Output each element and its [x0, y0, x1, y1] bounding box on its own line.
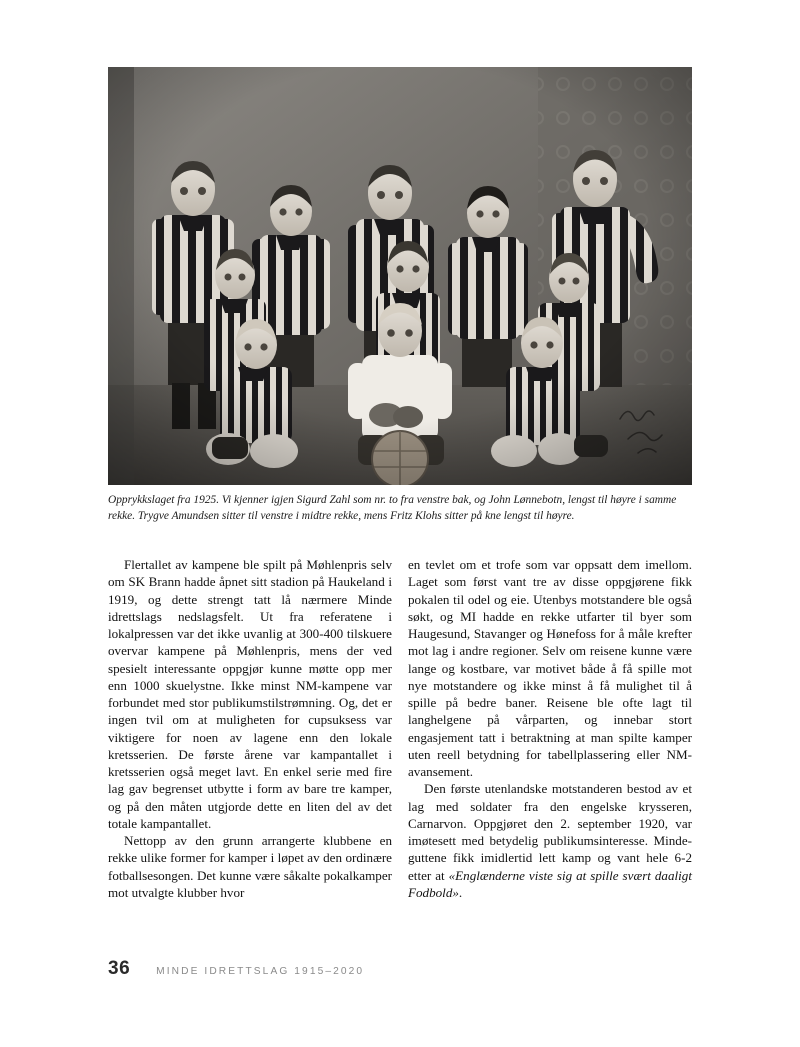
team-photo-illustration	[108, 67, 692, 485]
body-column-right	[408, 556, 692, 901]
paragraph: Nettopp av den grunn arrangerte klubbene en rekke ulike former for kamper i løpet av den ordinære fotballsesongen. Det kunne være såkalte pokalkamper mot utvalgte klubber hvor	[108, 833, 392, 900]
page-number: 36	[108, 958, 131, 979]
paragraph-text-before-quote: Den første utenlandske motstanderen bestod av et lag med soldater fra den engelske krysseren, Carnarvon. Oppgjøret den 2. september 1920, var imøtesett med betydelig publikumsinteresse. Minde-guttene fikk imidlertid lett kamp og vant hele 6-2 etter at	[408, 781, 692, 883]
photo-caption: Opprykkslaget fra 1925. Vi kjenner igjen Sigurd Zahl som nr. to fra venstre bak, og John Lønnebotn, lengst til høyre i samme rekke. Trygve Amundsen sitter til venstre i midtre rekke, mens Fritz Klohs sitter på kne lengst til høyre.	[108, 494, 677, 523]
team-photo-1925	[108, 67, 692, 485]
paragraph-with-quote	[408, 780, 692, 901]
photo-frame	[108, 67, 692, 485]
newspaper-quote: «Englænderne viste sig at spille svært daaligt Fodbold»	[408, 867, 692, 900]
paragraph: en tevlet om et trofe som var oppsatt dem imellom. Laget som først vant tre av disse oppgjørene fikk pokalen til odel og eie. Utenbys motstandere ble også søkt, og MI hadde en rekke utfarter til byer som Haugesund, Stavanger og Hønefoss for å måle krefter mot lag i andre regioner. Selv om reisene kunne være lange og kostbare, var motivet både å få spille mot nye motstandere og ikke minst å få mulighet til å spille på bedre baner. Reisene ble ofte lagt til langhelgene på vårparten, og innebar stort engasjement tatt i betraktning at man spilte kamper uten reell betydning for tabellplassering eller NM-avansement.	[408, 557, 692, 779]
running-head: MINDE IDRETTSLAG 1915–2020	[156, 966, 365, 977]
body-column-left	[108, 556, 392, 901]
paragraph-text-after-quote: .	[458, 884, 463, 900]
page-footer	[108, 958, 692, 980]
paragraph: Flertallet av kampene ble spilt på Møhlenpris selv om SK Brann hadde åpnet sitt stadion på Haukeland i 1919, og dette strengt tatt lå nærmere Minde idrettslags nedslagsfelt. Ut fra referatene i lokalpressen var det ikke uvanlig at 300-400 tilskuere overvar kampene på Møhlenpris, mens der ved spesielt interessante oppgjør kunne møtte opp mer enn 1000 skuelystne. Ikke minst NM-kampene var forbundet med stor publikumstilstrømning. Og, det er ingen tvil om at muligheten for cupsuksess var viktigere for noen av lagene enn den lokale kretsserien. De første årene var kampantallet i kretsserien også meget lavt. En enkel serie med fire lag gav begrenset utbytte i form av bare tre kamper, og på den måten utgjorde dette en liten del av det totale kampantallet.	[108, 557, 392, 831]
